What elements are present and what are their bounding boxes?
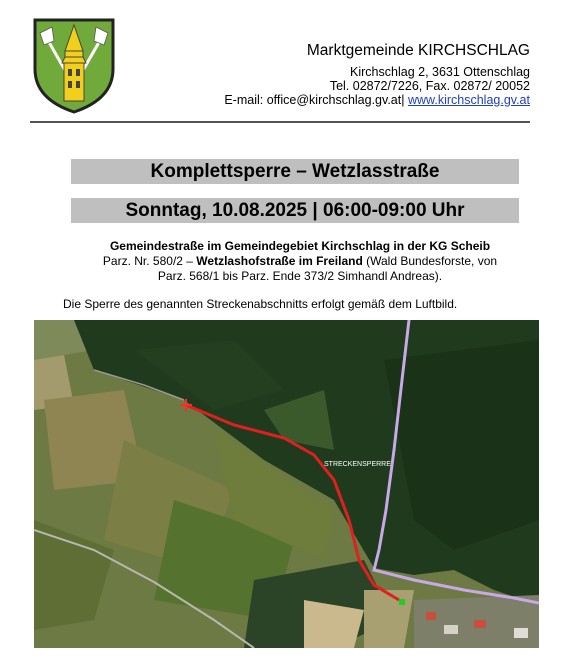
map-note: Die Sperre des genannten Streckenabschnitts erfolgt gemäß dem Luftbild. xyxy=(63,297,458,311)
description-line-3: Parz. 568/1 bis Parz. Ende 373/2 Simhandl Andreas). xyxy=(157,269,443,283)
website-link[interactable]: www.kirchschlag.gv.at xyxy=(407,93,530,107)
road-location: Gemeindestraße im Gemeindegebiet Kirchschlag in der KG Scheib xyxy=(109,239,491,253)
notice-title: Komplettsperre – Wetzlasstraße xyxy=(71,159,519,184)
notice-date-time: Sonntag, 10.08.2025 | 06:00-09:00 Uhr xyxy=(71,198,519,223)
road-name: Wetzlashofstraße im Freiland xyxy=(196,254,363,268)
description-line-1 xyxy=(40,239,560,254)
municipal-crest xyxy=(32,17,116,115)
phone-fax-line: Tel. 02872/7226, Fax. 02872/ 20052 xyxy=(329,79,530,93)
aerial-map xyxy=(34,320,539,648)
email-text: E-mail: office@kirchschlag.gv.at| xyxy=(224,93,405,107)
parcel-suffix: (Wald Bundesforste, von xyxy=(362,254,498,268)
parcel-prefix: Parz. Nr. 580/2 – xyxy=(102,254,197,268)
contact-line xyxy=(224,93,530,107)
header-divider xyxy=(30,121,530,123)
municipality-name: Marktgemeinde KIRCHSCHLAG xyxy=(306,42,530,59)
description-line-2 xyxy=(40,254,560,269)
closure-label: STRECKENSPERRE xyxy=(324,461,391,468)
address-line: Kirchschlag 2, 3631 Ottenschlag xyxy=(350,65,530,79)
